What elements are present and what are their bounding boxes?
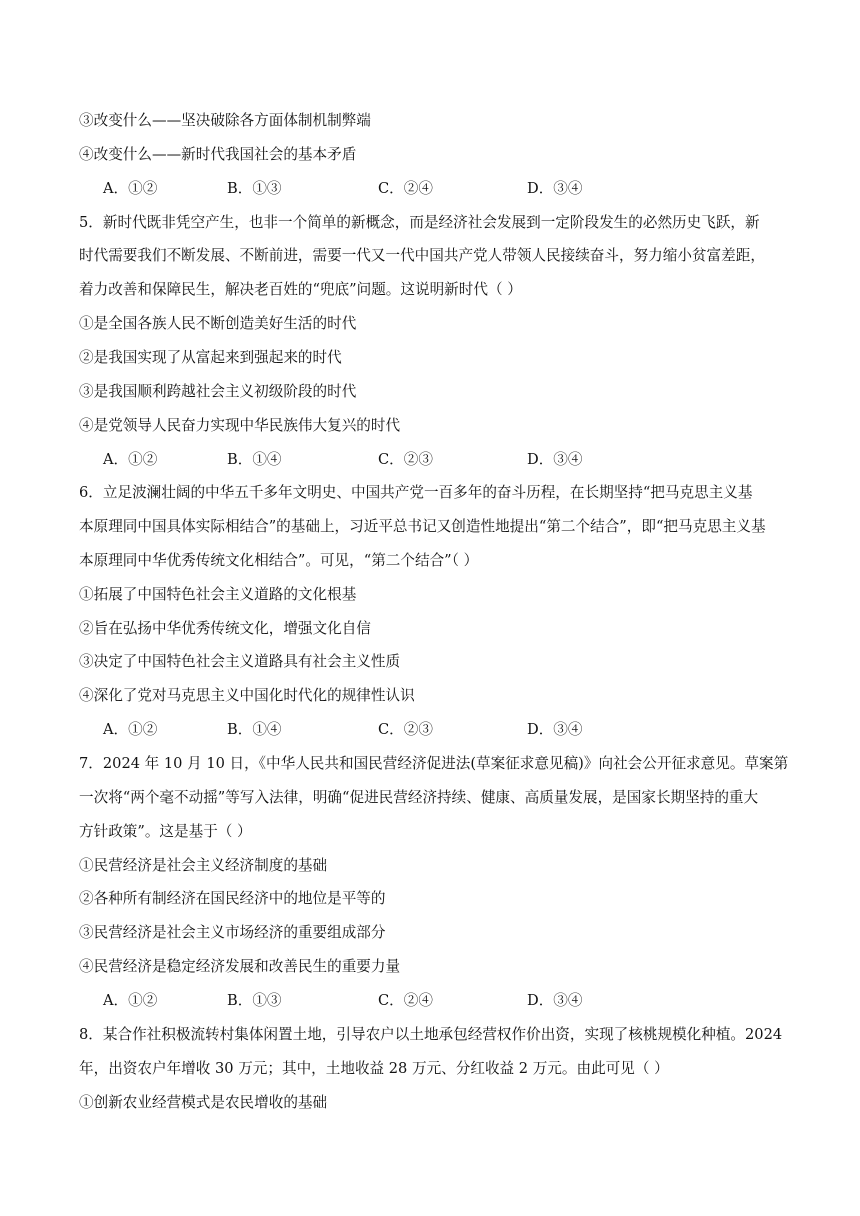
q7-option-b[interactable]: B．①③ xyxy=(227,992,282,1009)
q6-item-2: ②旨在弘扬中华优秀传统文化，增强文化自信 xyxy=(79,620,371,637)
q5-option-c[interactable]: C．②③ xyxy=(378,451,433,468)
q6-option-d[interactable]: D．③④ xyxy=(527,721,583,738)
q6-item-4: ④深化了党对马克思主义中国化时代化的规律性认识 xyxy=(79,687,415,704)
q6-stem-line-3: 本原理同中华优秀传统文化相结合”。可见，“第二个结合”（ ） xyxy=(79,552,479,569)
q6-stem-line-1: 6．立足波澜壮阔的中华五千多年文明史、中国共产党一百多年的奋斗历程，在长期坚持“把马克思主义基 xyxy=(79,484,753,501)
q7-option-a[interactable]: A．①② xyxy=(103,992,158,1009)
q6-item-3: ③决定了中国特色社会主义道路具有社会主义性质 xyxy=(79,653,401,670)
q6-option-c[interactable]: C．②③ xyxy=(378,721,433,738)
q6-stem-line-2: 本原理同中国具体实际相结合”的基础上，习近平总书记又创造性地提出“第二个结合”，即“把马克思主义基 xyxy=(79,518,766,535)
q5-option-a[interactable]: A．①② xyxy=(103,451,158,468)
q7-option-d[interactable]: D．③④ xyxy=(527,992,583,1009)
q7-item-1: ①民营经济是社会主义经济制度的基础 xyxy=(79,857,328,874)
q5-item-4: ④是党领导人民奋力实现中华民族伟大复兴的时代 xyxy=(79,417,401,434)
q8-stem-line-1: 8．某合作社积极流转村集体闲置土地，引导农户以土地承包经营权作价出资，实现了核桃规模化种植。2024 xyxy=(79,1026,783,1043)
q7-stem-line-3: 方针政策”。这是基于（ ） xyxy=(79,823,252,840)
q7-item-3: ③民营经济是社会主义市场经济的重要组成部分 xyxy=(79,924,386,941)
q4-item-3: ③改变什么——坚决破除各方面体制机制弊端 xyxy=(79,112,371,129)
q5-item-1: ①是全国各族人民不断创造美好生活的时代 xyxy=(79,315,357,332)
q4-item-4: ④改变什么——新时代我国社会的基本矛盾 xyxy=(79,146,357,163)
q5-options xyxy=(103,450,803,470)
q5-stem-line-2: 时代需要我们不断发展、不断前进，需要一代又一代中国共产党人带领人民接续奋斗，努力缩小贫富差距， xyxy=(79,247,765,264)
q5-item-3: ③是我国顺利跨越社会主义初级阶段的时代 xyxy=(79,383,357,400)
q6-options xyxy=(103,720,803,740)
q4-option-a[interactable]: A．①② xyxy=(103,180,158,197)
q4-options xyxy=(103,179,803,199)
q7-item-2: ②各种所有制经济在国民经济中的地位是平等的 xyxy=(79,890,386,907)
q6-option-a[interactable]: A．①② xyxy=(103,721,158,738)
q6-item-1: ①拓展了中国特色社会主义道路的文化根基 xyxy=(79,586,357,603)
q5-option-d[interactable]: D．③④ xyxy=(527,451,583,468)
q4-option-b[interactable]: B．①③ xyxy=(227,180,282,197)
q8-stem-line-2: 年，出资农户年增收 30 万元；其中，土地收益 28 万元、分红收益 2 万元。由此可见（ ） xyxy=(79,1060,669,1077)
q5-item-2: ②是我国实现了从富起来到强起来的时代 xyxy=(79,349,342,366)
q4-option-d[interactable]: D．③④ xyxy=(527,180,583,197)
q5-stem-line-1: 5．新时代既非凭空产生，也非一个简单的新概念，而是经济社会发展到一定阶段发生的必然历史飞跃，新 xyxy=(79,214,760,231)
q6-option-b[interactable]: B．①④ xyxy=(227,721,282,738)
q7-stem-line-2: 一次将“两个毫不动摇”等写入法律，明确“促进民营经济持续、健康、高质量发展，是国家长期坚持的重大 xyxy=(79,789,759,806)
q7-options xyxy=(103,991,803,1011)
q5-stem-line-3: 着力改善和保障民生，解决老百姓的“兜底”问题。这说明新时代（ ） xyxy=(79,281,522,298)
q7-item-4: ④民营经济是稳定经济发展和改善民生的重要力量 xyxy=(79,958,401,975)
q7-option-c[interactable]: C．②④ xyxy=(378,992,433,1009)
q4-option-c[interactable]: C．②④ xyxy=(378,180,433,197)
q8-item-1: ①创新农业经营模式是农民增收的基础 xyxy=(79,1094,328,1111)
q5-option-b[interactable]: B．①④ xyxy=(227,451,282,468)
q7-stem-line-1: 7．2024 年 10 月 10 日，《中华人民共和国民营经济促进法(草案征求意见稿)》向社会公开征求意见。草案第 xyxy=(79,755,789,772)
